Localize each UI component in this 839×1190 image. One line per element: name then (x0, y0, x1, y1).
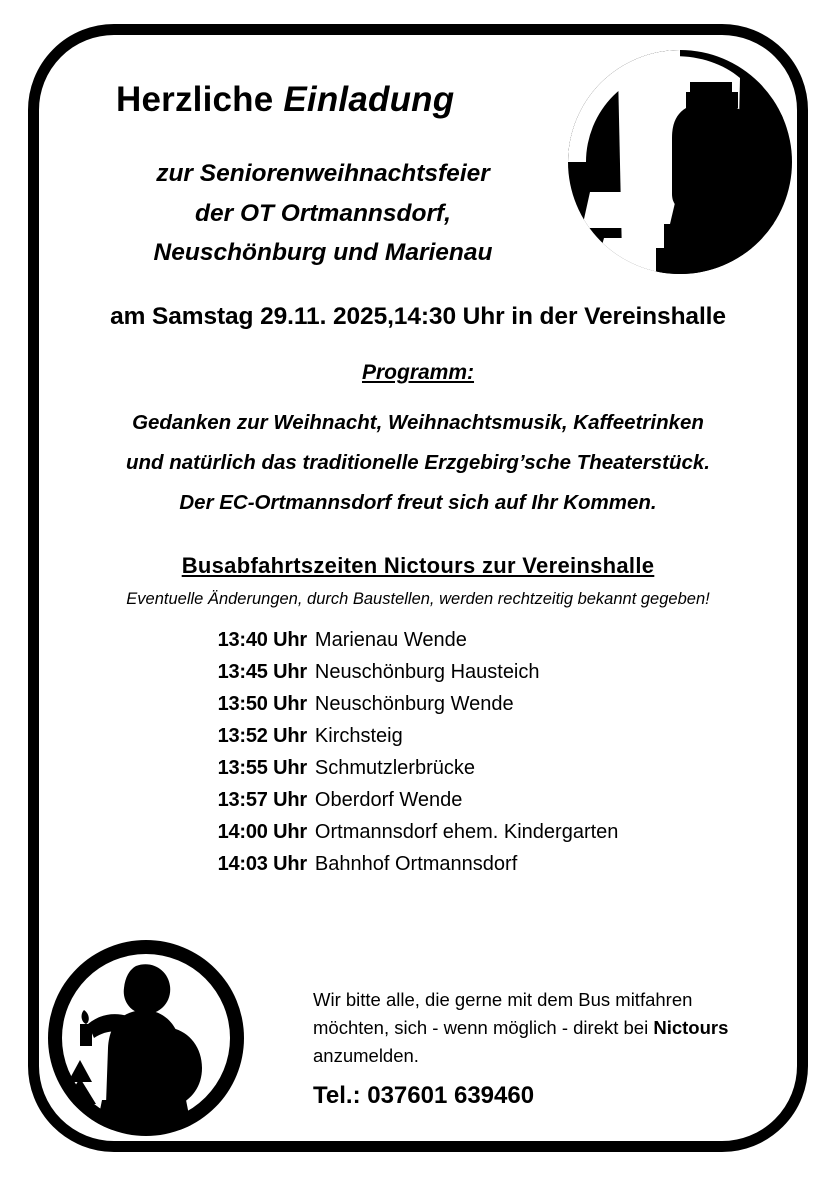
bus-stop: Ortmannsdorf ehem. Kindergarten (314, 821, 619, 844)
bus-departure-table (218, 625, 619, 881)
registration-note (313, 986, 773, 1070)
subtitle-line-2: der OT Ortmannsdorf, (195, 199, 451, 227)
programm-line-2: und natürlich das traditionelle Erzgebirg’sche Theaterstück. (125, 451, 710, 475)
programm-heading: Programm: (361, 361, 475, 385)
bus-stop: Neuschönburg Wende (314, 693, 514, 716)
bus-time: 13:50 Uhr (217, 693, 307, 716)
bus-time: 14:00 Uhr (217, 821, 307, 844)
bus-stop: Schmutzlerbrücke (314, 757, 475, 780)
event-dateline: am Samstag 29.11. 2025,14:30 Uhr in der Vereinshalle (110, 303, 726, 331)
table-row (218, 657, 619, 689)
page-title (116, 80, 774, 120)
table-row (218, 785, 619, 817)
bus-time: 13:52 Uhr (217, 725, 307, 748)
bus-stop: Neuschönburg Hausteich (314, 661, 540, 684)
registration-operator-name: Nictours (653, 1017, 729, 1039)
table-row (218, 817, 619, 849)
bus-schedule-note: Eventuelle Änderungen, durch Baustellen, werden rechtzeitig bekannt gegeben! (126, 589, 710, 608)
table-row (218, 689, 619, 721)
registration-note-part1: Wir bitte alle, die gerne mit dem Bus mitfahren möchten, sich - wenn möglich - direkt bei (313, 989, 693, 1039)
bus-stop: Oberdorf Wende (314, 789, 463, 812)
bus-time: 13:40 Uhr (217, 629, 307, 652)
programm-line-1: Gedanken zur Weihnacht, Weihnachtsmusik, Kaffeetrinken (132, 411, 704, 435)
table-row (218, 721, 619, 753)
bus-stop: Marienau Wende (314, 629, 467, 652)
programm-line-3: Der EC-Ortmannsdorf freut sich auf Ihr Kommen. (179, 491, 657, 514)
event-subtitle (88, 154, 558, 273)
headline-plain: Herzliche (116, 80, 274, 119)
headline-emphasis: Einladung (283, 80, 455, 119)
bus-stop: Kirchsteig (314, 725, 403, 748)
flyer-content (28, 24, 808, 1152)
subtitle-line-3: Neuschönburg und Marienau (153, 239, 493, 267)
bus-schedule-heading: Busabfahrtszeiten Nictours zur Vereinshalle (181, 552, 655, 578)
contact-phone: Tel.: 037601 639460 (313, 1082, 535, 1109)
table-row (218, 849, 619, 881)
table-row (218, 753, 619, 785)
bus-time: 13:55 Uhr (217, 757, 307, 780)
table-row (218, 625, 619, 657)
flyer-page (28, 24, 808, 1152)
bus-time: 13:57 Uhr (217, 789, 307, 812)
bus-stop: Bahnhof Ortmannsdorf (314, 853, 518, 876)
registration-note-part2: anzumelden. (313, 1045, 419, 1067)
programm-body (62, 403, 774, 523)
subtitle-line-1: zur Seniorenweihnachtsfeier (156, 160, 490, 187)
bus-time: 14:03 Uhr (217, 853, 307, 876)
bus-time: 13:45 Uhr (217, 661, 307, 684)
